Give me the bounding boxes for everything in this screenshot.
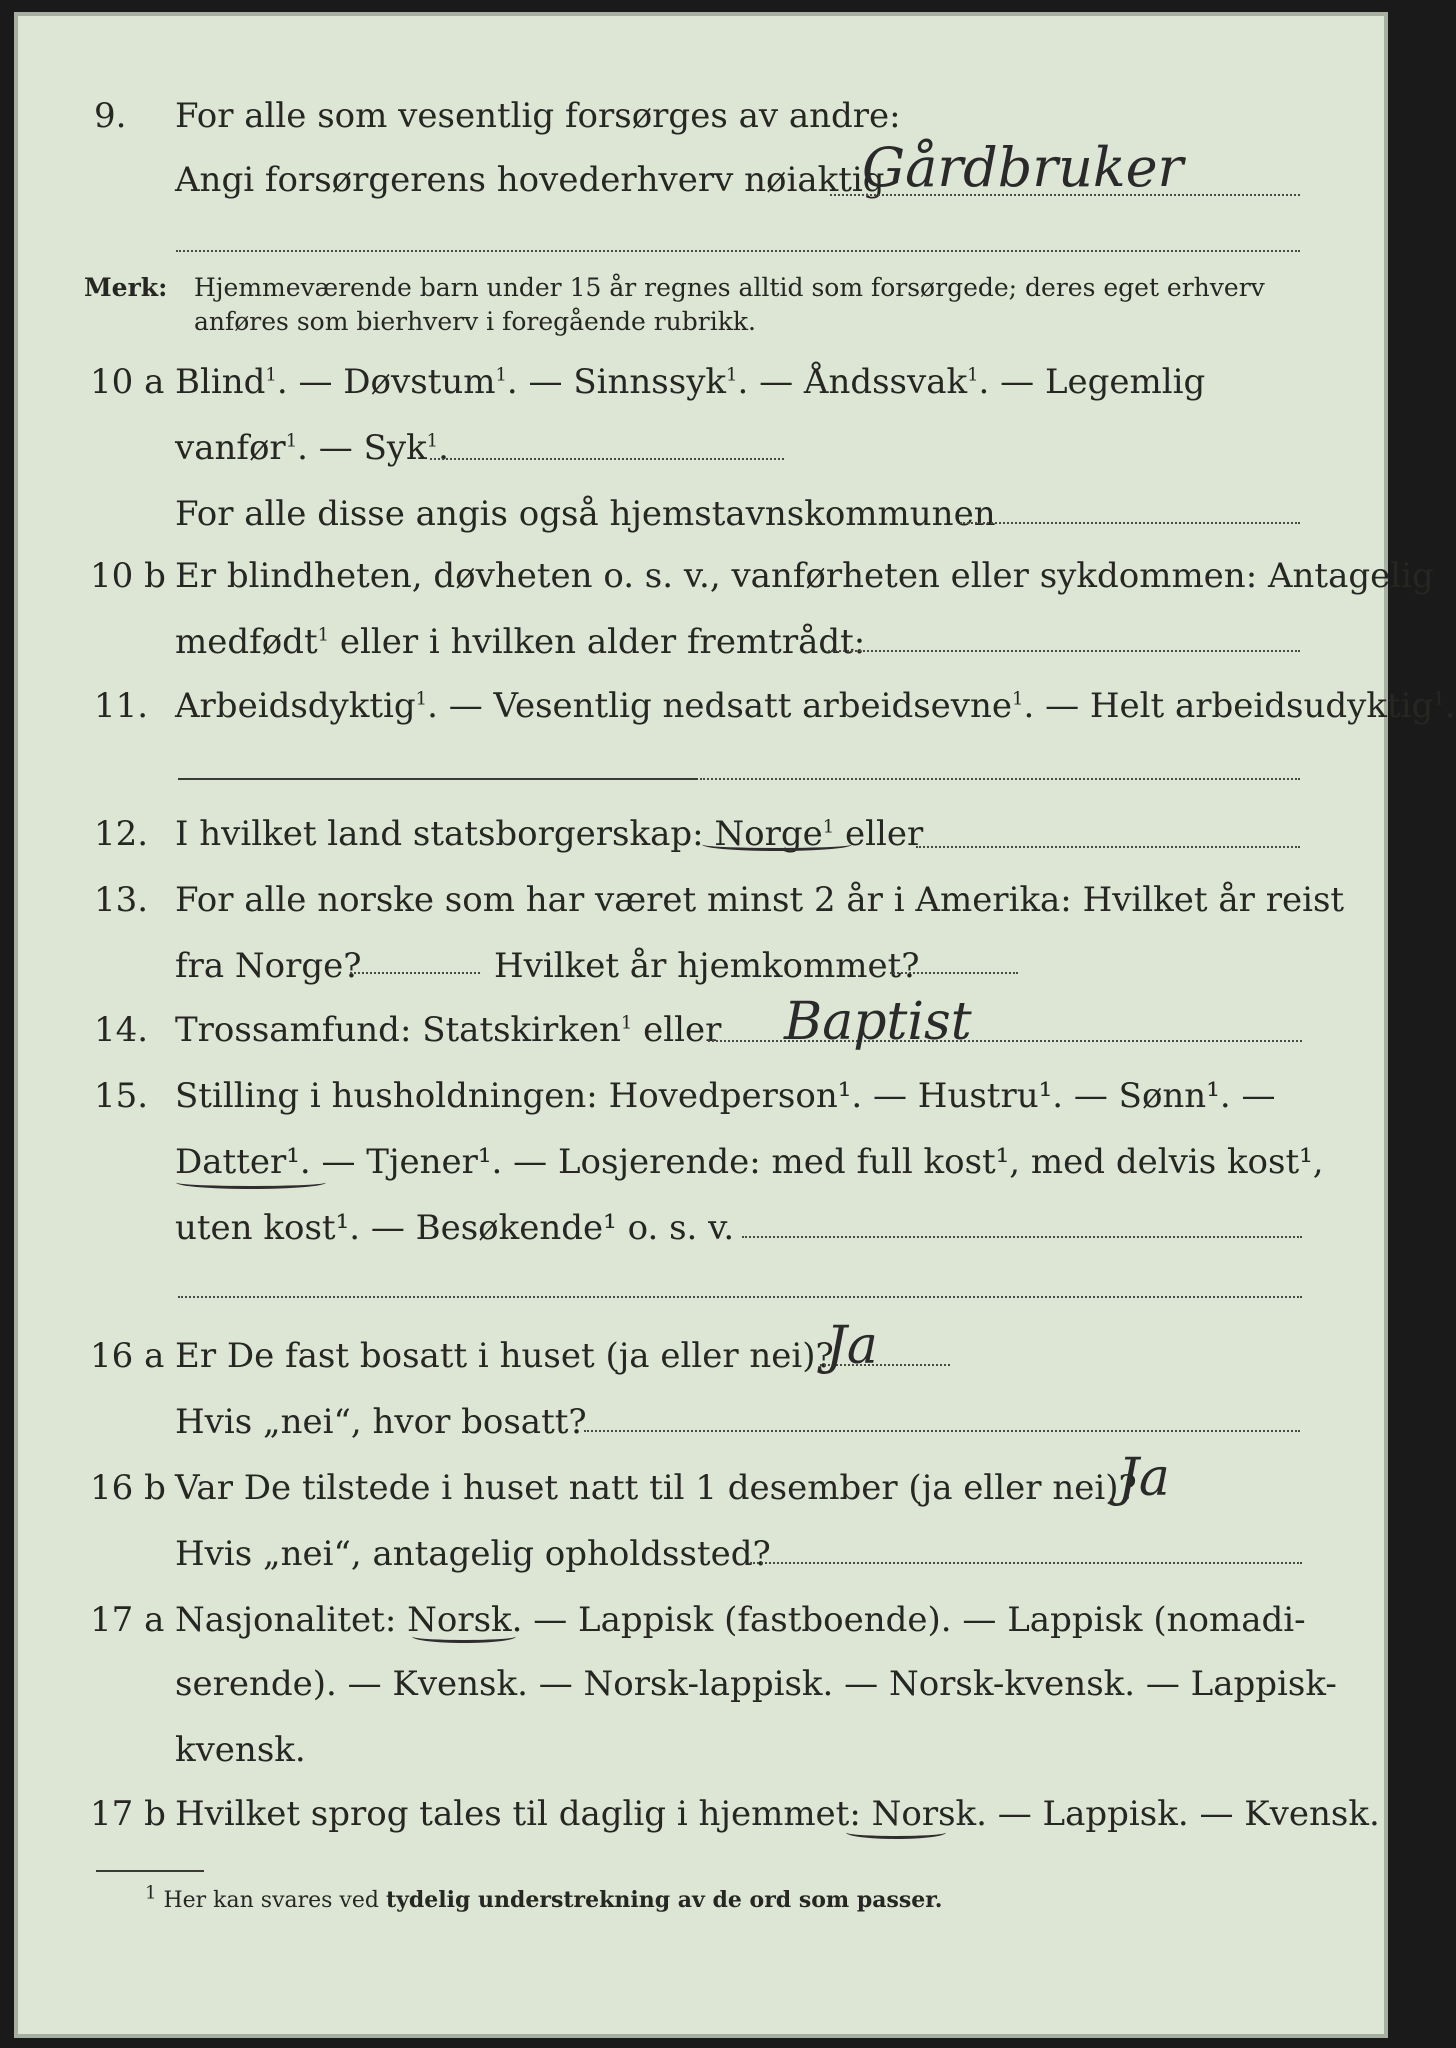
q9-extra-line [176, 250, 1300, 252]
q13-left-label: fra Norge? [175, 946, 362, 986]
q13-text: For alle norske som har været minst 2 år i Amerika: Hvilket år reist [175, 880, 1345, 920]
q16a-text2: Hvis „nei“, hvor bosatt? [175, 1402, 587, 1442]
q12-text: I hvilket land statsborgerskap: Norge$^1$ eller [175, 814, 924, 854]
q10b-answer-line [828, 650, 1300, 652]
q10b-text: Er blindheten, døvheten o. s. v., vanførheten eller sykdommen: Antagelig [175, 556, 1434, 596]
footnote-text: Her kan svares ved [163, 1888, 386, 1913]
q15-datter-underline [176, 1176, 326, 1189]
q14-number: 14. [94, 1010, 149, 1050]
q15-extra-line [178, 1296, 1302, 1298]
q15-answer-line [742, 1236, 1302, 1238]
q11-number: 11. [94, 686, 149, 726]
q16a-handwritten-answer: Ja [826, 1316, 878, 1376]
q16b-text2: Hvis „nei“, antagelig opholdssted? [175, 1534, 771, 1574]
q14-handwritten-answer: Baptist [784, 992, 972, 1052]
q16a-where-line [584, 1430, 1300, 1432]
q15-text3: uten kost¹. — Besøkende¹ o. s. v. [175, 1208, 735, 1248]
q10a-text: Blind$^1$. — Døvstum$^1$. — Sinnssyk$^1$. — Åndssvak$^1$. — Legemlig [175, 362, 1206, 402]
footnote-bold-text: tydelig understrekning av de ord som passer. [385, 1887, 943, 1913]
q15-text1: Stilling i husholdningen: Hovedperson¹. — Hustru¹. — Sønn¹. — [175, 1076, 1276, 1116]
q13-left-line [350, 972, 480, 974]
q16a-text: Er De fast bosatt i huset (ja eller nei)? [175, 1336, 834, 1376]
q16b-text: Var De tilstede i huset natt til 1 desember (ja eller nei)? [175, 1468, 1137, 1508]
q17a-number: 17 a [90, 1600, 165, 1640]
q11-text: Arbeidsdyktig$^1$. — Vesentlig nedsatt arbeidsevne$^1$. — Helt arbeidsudyktig$^1$. [175, 686, 1456, 726]
q10b-number: 10 b [90, 556, 166, 596]
q10b-text2: medfødt$^1$ eller i hvilken alder fremtrådt: [175, 622, 866, 662]
q15-text2: Datter¹. — Tjener¹. — Losjerende: med full kost¹, med delvis kost¹, [175, 1142, 1324, 1182]
q17a-text1: Nasjonalitet: Norsk. — Lappisk (fastboende). — Lappisk (nomadi- [175, 1600, 1306, 1640]
q17b-norsk-underline [846, 1826, 946, 1839]
q10a-syk-line [430, 458, 784, 460]
merk-label: Merk: [84, 273, 168, 302]
q9-number: 9. [94, 96, 127, 136]
merk-line2: anføres som bierhverv i foregående rubrikk. [194, 307, 756, 336]
q12-answer-line [916, 846, 1300, 848]
q11-dotted-line [700, 778, 1300, 780]
q12-number: 12. [94, 814, 149, 854]
q10a-hometown-label: For alle disse angis også hjemstavnskommunen [175, 494, 996, 534]
q13-right-line [890, 972, 1018, 974]
q16b-handwritten-answer: Ja [1118, 1448, 1170, 1508]
q10a-number: 10 a [90, 362, 165, 402]
footnote-mark: 1 [145, 1882, 157, 1904]
q9-text: For alle som vesentlig forsørges av andre: [175, 96, 901, 136]
q17b-number: 17 b [90, 1794, 166, 1834]
q16a-number: 16 a [90, 1336, 165, 1376]
footnote [145, 1882, 943, 1913]
q10a-hometown-line [960, 522, 1300, 524]
q16b-number: 16 b [90, 1468, 166, 1508]
q16b-where-line [750, 1562, 1302, 1564]
q12-norge-underline [702, 838, 852, 851]
q9-provider-label: Angi forsørgerens hovederhverv nøiaktig [175, 160, 885, 200]
q14-text: Trossamfund: Statskirken$^1$ eller [175, 1010, 722, 1050]
q15-number: 15. [94, 1076, 149, 1116]
q13-right-label: Hvilket år hjemkommet? [494, 946, 920, 986]
q13-number: 13. [94, 880, 149, 920]
q17a-text2: serende). — Kvensk. — Norsk-lappisk. — Norsk-kvensk. — Lappisk- [175, 1664, 1337, 1704]
q11-solid-line [178, 778, 698, 780]
merk-line1: Hjemmeværende barn under 15 år regnes alltid som forsørgede; deres eget erhverv [194, 273, 1265, 302]
q17b-text: Hvilket sprog tales til daglig i hjemmet: Norsk. — Lappisk. — Kvensk. [175, 1794, 1380, 1834]
q10a-text2: vanfør$^1$. — Syk$^1$. [175, 428, 449, 468]
q17a-norsk-underline [412, 1630, 516, 1643]
q17a-text3: kvensk. [175, 1730, 306, 1770]
q9-handwritten-answer: Gårdbruker [862, 136, 1184, 199]
footnote-separator [96, 1870, 204, 1872]
